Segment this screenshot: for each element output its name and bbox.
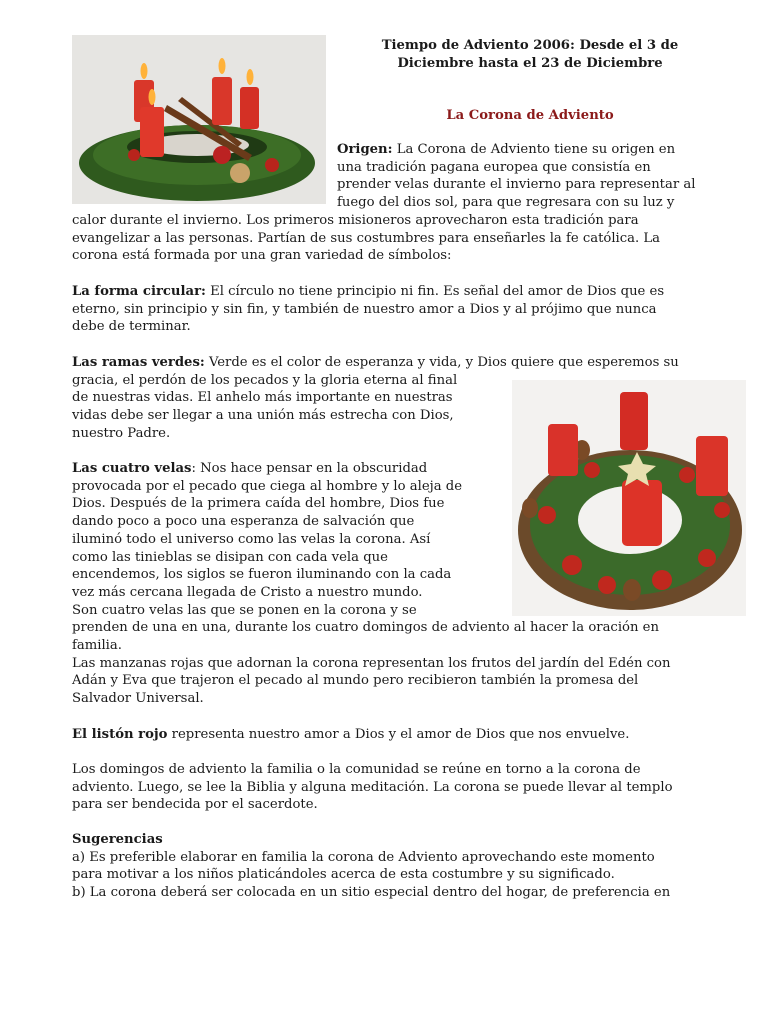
paragraph-origen: Origen: La Corona de Adviento tiene su origen en una tradición pagana europea que consistía en prender velas durante el invierno para representar al fuego del dios sol, para que regresara con su luz y calor durante el invierno. Los primeros misioneros aprovecharon esta tradición para evangelizar a las personas. Partían de sus costumbres para enseñarles la fe católica. La corona está formada por una gran variedad de símbolos: — [72, 142, 696, 264]
title-line-1: Tiempo de Adviento 2006: Desde el 3 de — [381, 38, 679, 53]
document-title — [330, 37, 730, 73]
paragraph-ramas-verdes: Las ramas verdes: Verde es el color de esperanza y vida, y Dios quiere que esperemos su gracia, el perdón de los pecados y la gloria eterna al final de nuestras vidas. El anhelo más importante en nuestras vidas debe ser llegar a una unión más estrecha con Dios, nuestro Padre. — [72, 355, 679, 441]
label-ramas-verdes: Las ramas verdes: — [72, 355, 205, 370]
paragraph-forma-circular: La forma circular: El círculo no tiene principio ni fin. Es señal del amor de Dios que es eterno, sin principio y sin fin, y también de nuestro amor a Dios y al prójimo que nunca debe de terminar. — [72, 284, 665, 335]
section-heading: La Corona de Adviento — [446, 108, 614, 123]
section-sugerencias: Sugerencias a) Es preferible elaborar en familia la corona de Adviento aprovechando este momento para motivar a los niños platicándoles acerca de esta costumbre y su significado. b) La corona deberá ser colocada en un sitio especial dentro del hogar, de preferencia en — [72, 832, 671, 901]
paragraph-domingos: Los domingos de adviento la familia o la comunidad se reúne en torno a la corona de adviento. Luego, se lee la Biblia y alguna meditación. La corona se puede llevar al templo para ser bendecida por el sacerdote. — [72, 762, 673, 813]
title-line-2: Diciembre hasta el 23 de Diciembre — [397, 56, 663, 71]
label-origen: Origen: — [337, 142, 393, 157]
label-forma-circular: La forma circular: — [72, 284, 206, 299]
paragraph-liston-rojo: El listón rojo representa nuestro amor a Dios y el amor de Dios que nos envuelve. — [72, 727, 630, 742]
paragraph-cuatro-velas: Las cuatro velas: Nos hace pensar en la obscuridad provocada por el pecado que ciega al hombre y lo aleja de Dios. Después de la primera caída del hombre, Dios fue dando poco a poco una esperanza de salvación que iluminó todo el universo como las velas la corona. Así como las tinieblas se disipan con cada vela que encendemos, los siglos se fueron iluminando con la cada vez más cercana llegada de Cristo a nuestro mundo. Son cuatro velas las que se ponen en la corona y se prenden de una en una, durante los cuatro domingos de adviento al hacer la oración en familia. Las manzanas rojas que adornan la corona representan los frutos del jardín del Edén con Adán y Eva que trajeron el pecado al mundo pero recibieron también la promesa del Salvador Universal. — [72, 461, 671, 707]
label-liston-rojo: El listón rojo — [72, 727, 168, 742]
label-sugerencias: Sugerencias — [72, 832, 163, 847]
label-cuatro-velas: Las cuatro velas — [72, 461, 192, 476]
